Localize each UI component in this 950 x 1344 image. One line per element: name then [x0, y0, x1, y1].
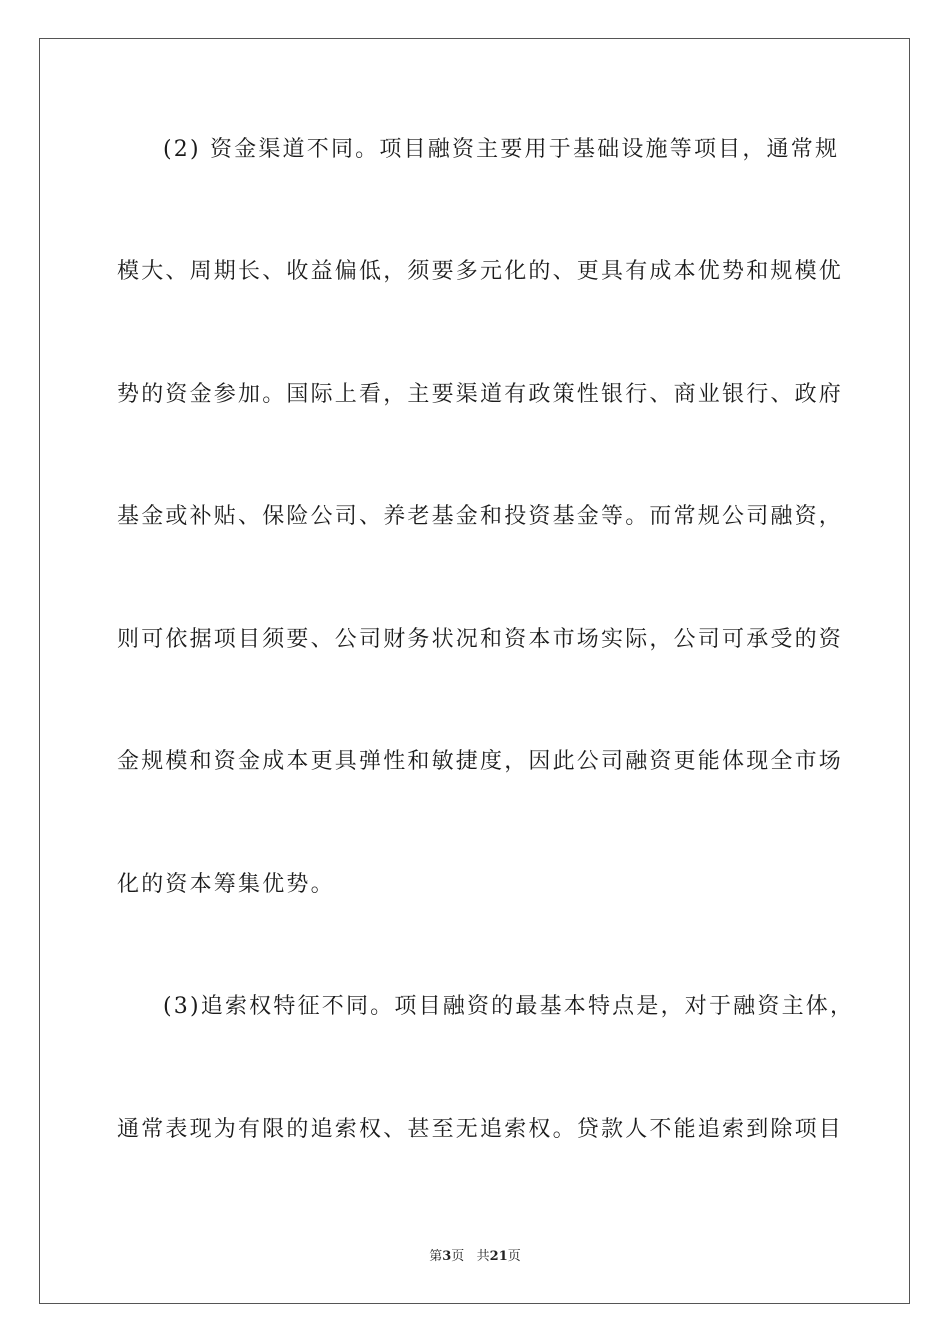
paragraph-line-9: 通常表现为有限的追索权、甚至无追索权。贷款人不能追索到除项目 [117, 1117, 844, 1142]
paragraph-line-4: 基金或补贴、保险公司、养老基金和投资基金等。而常规公司融资， [117, 504, 844, 529]
footer-suffix: 页 [507, 1249, 521, 1264]
paragraph-line-1: (2) 资金渠道不同。项目融资主要用于基础设施等项目，通常规 [163, 137, 840, 162]
footer-current-page: 3 [442, 1249, 452, 1264]
page-footer [0, 1248, 950, 1266]
paragraph-line-5: 则可依据项目须要、公司财务状况和资本市场实际，公司可承受的资 [117, 627, 844, 652]
paragraph-line-2: 模大、周期长、收益偏低，须要多元化的、更具有成本优势和规模优 [117, 259, 844, 284]
paragraph-line-3: 势的资金参加。国际上看，主要渠道有政策性银行、商业银行、政府 [117, 382, 844, 407]
footer-mid: 页 共 [451, 1249, 490, 1264]
paragraph-line-6: 金规模和资金成本更具弹性和敏捷度，因此公司融资更能体现全市场 [117, 749, 844, 774]
paragraph-line-7: 化的资本筹集优势。 [117, 872, 335, 897]
footer-total-pages: 21 [489, 1249, 508, 1264]
footer-prefix: 第 [429, 1249, 443, 1264]
paragraph-line-8: (3)追索权特征不同。项目融资的最基本特点是，对于融资主体， [163, 994, 855, 1019]
